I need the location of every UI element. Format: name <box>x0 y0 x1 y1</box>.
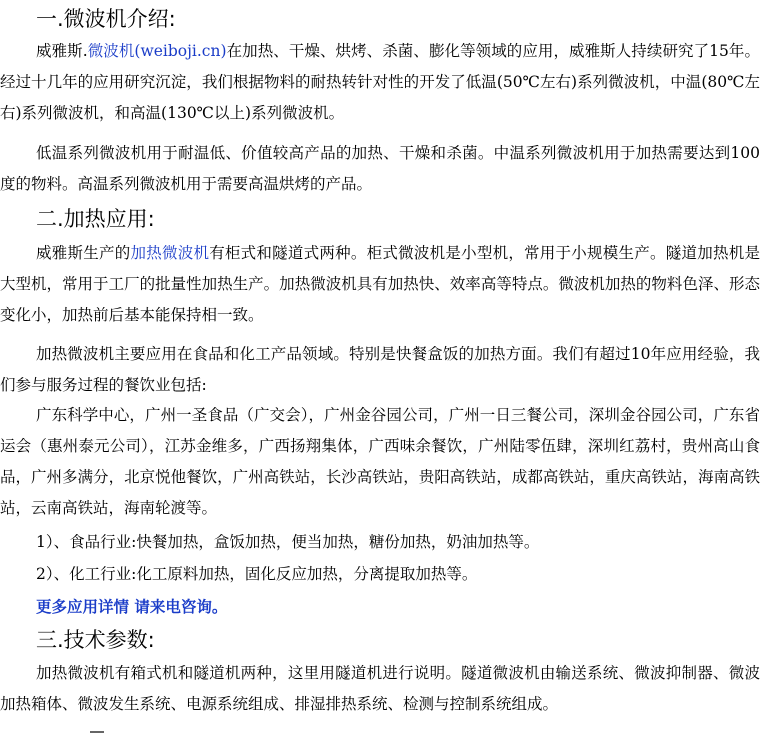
section-heading-intro: 一.微波机介绍: <box>36 7 176 31</box>
heating-paragraph-2: 加热微波机主要应用在食品和化工产品领域。特别是快餐盒饭的加热方面。我们有超过10年应用经验，我们参与服务过程的餐饮业包括: <box>0 345 760 394</box>
list-item-chemical: 2）、化工行业:化工原料加热，固化反应加热，分离提取加热等。 <box>36 565 478 583</box>
clients-paragraph: 广东科学中心，广州一圣食品（广交会），广州金谷园公司，广州一日三餐公司，深圳金谷园公司，广东省运会（惠州泰元公司），江苏金维多，广西扬翔集体，广西味余餐饮，广州陆零伍肆，深圳红荔村，贵州高山食品，广州多满分，北京悦他餐饮，广州高铁站，长沙高铁站，贵阳高铁站，成都高铁站，重庆高铁站，海南高铁站，云南高铁站，海南轮渡等。 <box>0 406 760 517</box>
intro-paragraph-1 <box>0 36 760 129</box>
heating-paragraph-1 <box>0 238 760 331</box>
specs-paragraph: 加热微波机有箱式机和隧道机两种，这里用隧道机进行说明。隧道微波机由输送系统、微波抑制器、微波加热箱体、微波发生系统、电源系统组成、排湿排热系统、检测与控制系统组成。 <box>0 664 760 713</box>
section-heading-heating: 二.加热应用: <box>36 207 155 231</box>
microwave-machine-link[interactable]: 微波机(weiboji.cn) <box>87 42 227 60</box>
cut-off-text-fragment <box>90 727 110 735</box>
heating-microwave-link[interactable]: 加热微波机 <box>130 244 210 262</box>
contact-cta-link[interactable]: 更多应用详情 请来电咨询。 <box>36 598 228 616</box>
heating-text-post: 有柜式和隧道式两种。柜式微波机是小型机，常用于小规模生产。隧道加热机是大型机，常用于工厂的批量性加热生产。加热微波机具有加热快、效率高等特点。微波机加热的物料色泽、形态变化小，加热前后基本能保持相一致。 <box>0 244 760 324</box>
section-heading-specs: 三.技术参数: <box>36 628 155 652</box>
intro-text-pre: 威雅斯. <box>36 42 88 60</box>
intro-paragraph-2: 低温系列微波机用于耐温低、价值较高产品的加热、干燥和杀菌。中温系列微波机用于加热需要达到100度的物料。高温系列微波机用于需要高温烘烤的产品。 <box>0 144 760 193</box>
list-item-food: 1）、食品行业:快餐加热，盒饭加热，便当加热，糖份加热，奶油加热等。 <box>36 533 540 551</box>
intro-text-post: 在加热、干燥、烘烤、杀菌、膨化等领域的应用，威雅斯人持续研究了15年。经过十几年的应用研究沉淀，我们根据物料的耐热转针对性的开发了低温(50℃左右)系列微波机，中温(80℃左右)系列微波机，和高温(130℃以上)系列微波机。 <box>0 42 760 122</box>
heating-text-pre: 威雅斯生产的 <box>36 244 131 262</box>
